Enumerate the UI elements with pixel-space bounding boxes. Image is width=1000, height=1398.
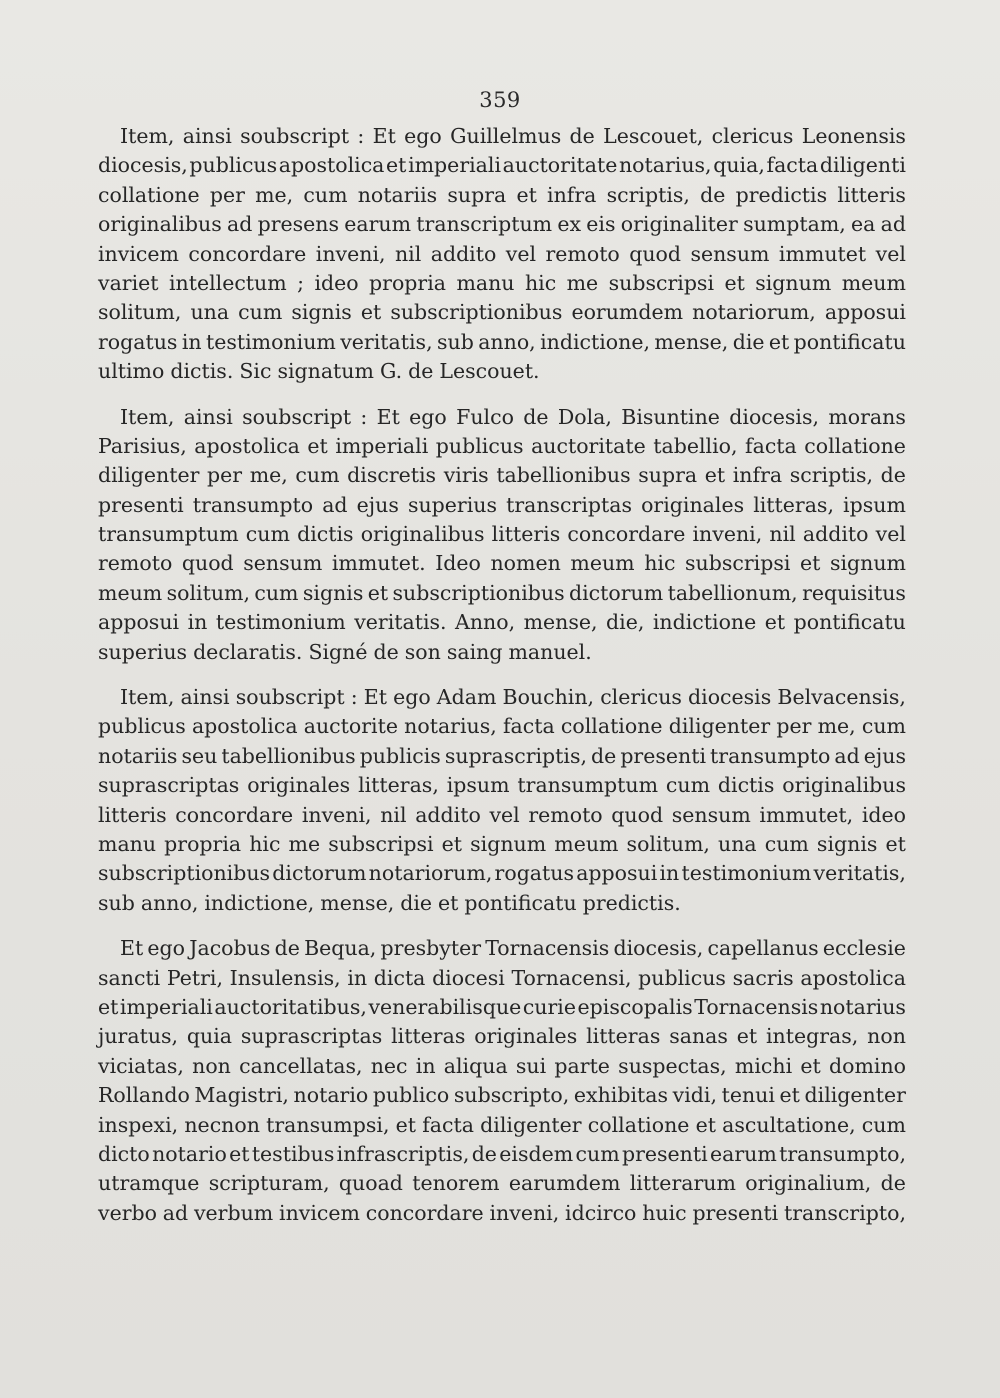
text-line: diocesis, publicus apostolica et imperiali auctoritate notarius, quia, facta diligenti [98, 153, 906, 178]
paragraph [98, 934, 906, 1228]
text-line: Item, ainsi soubscript : Et ego Adam Bouchin, clericus diocesis Belvacensis, [120, 685, 906, 710]
text-line: Item, ainsi soubscript : Et ego Fulco de Dola, Bisuntine diocesis, morans [120, 404, 906, 429]
text-line: variet intellectum ; ideo propria manu hic me subscripsi et signum meum [98, 270, 906, 295]
text-line: Et ego Jacobus de Bequa, presbyter Tornacensis diocesis, capellanus ecclesie [120, 936, 906, 961]
text-line: litteris concordare inveni, nil addito vel remoto quod sensum immutet, ideo [98, 802, 906, 827]
text-line: originalibus ad presens earum transcriptum ex eis originaliter sumptam, ea ad [98, 212, 906, 237]
text-line: utramque scripturam, quoad tenorem earumdem litterarum originalium, de [98, 1171, 906, 1196]
text-line: rogatus in testimonium veritatis, sub anno, indictione, mense, die et pontificatu [98, 329, 906, 354]
text-line: presenti transumpto ad ejus superius transcriptas originales litteras, ipsum [98, 492, 906, 517]
text-line: publicus apostolica auctorite notarius, facta collatione diligenter per me, cum [98, 714, 906, 739]
text-line: suprascriptas originales litteras, ipsum transumptum cum dictis originalibus [98, 773, 906, 798]
text-line: apposui in testimonium veritatis. Anno, mense, die, indictione et pontificatu [98, 610, 906, 635]
text-line: Item, ainsi soubscript : Et ego Guillelmus de Lescouet, clericus Leonensis [120, 124, 906, 148]
text-line: dicto notario et testibus infrascriptis, de eisdem cum presenti earum transumpto, [98, 1141, 906, 1166]
text-line: invicem concordare inveni, nil addito vel remoto quod sensum immutet vel [98, 241, 906, 266]
text-line: meum solitum, cum signis et subscriptionibus dictorum tabellionum, requisitus [98, 580, 906, 605]
text-line: Parisius, apostolica et imperiali publicus auctoritate tabellio, facta collatione [98, 433, 906, 458]
text-line: viciatas, non cancellatas, nec in aliqua sui parte suspectas, michi et domino [98, 1053, 906, 1078]
text-line: verbo ad verbum invicem concordare inveni, idcirco huic presenti transcripto, [98, 1200, 906, 1225]
text-line: sancti Petri, Insulensis, in dicta diocesi Tornacensi, publicus sacris apostolica [98, 965, 906, 990]
text-line: juratus, quia suprascriptas litteras originales litteras sanas et integras, non [98, 1024, 906, 1049]
body-text [98, 122, 906, 1244]
text-line: solitum, una cum signis et subscriptionibus eorumdem notariorum, apposui [98, 300, 906, 325]
text-line: remoto quod sensum immutet. Ideo nomen meum hic subscripsi et signum [98, 551, 906, 576]
paragraph [98, 122, 906, 387]
text-line: subscriptionibus dictorum notariorum, rogatus apposui in testimonium veritatis, [98, 861, 906, 886]
text-line: ultimo dictis. Sic signatum G. de Lescouet. [98, 359, 540, 384]
paragraph [98, 403, 906, 668]
text-line: et imperiali auctoritatibus, venerabilisque curie episcopalis Tornacensis notarius [98, 994, 906, 1019]
paragraph [98, 683, 906, 918]
text-line: transumptum cum dictis originalibus litteris concordare inveni, nil addito vel [98, 522, 906, 547]
text-line: notariis seu tabellionibus publicis suprascriptis, de presenti transumpto ad ejus [98, 743, 906, 768]
text-line: superius declaratis. Signé de son saing manuel. [98, 639, 592, 664]
text-line: inspexi, necnon transumpsi, et facta diligenter collatione et ascultatione, cum [98, 1112, 906, 1137]
text-line: sub anno, indictione, mense, die et pontificatu predictis. [98, 890, 681, 915]
page-number: 359 [479, 88, 521, 112]
text-line: collatione per me, cum notariis supra et infra scriptis, de predictis litteris [98, 182, 906, 207]
text-line: manu propria hic me subscripsi et signum meum solitum, una cum signis et [98, 831, 906, 856]
text-line: diligenter per me, cum discretis viris tabellionibus supra et infra scriptis, de [98, 463, 906, 488]
text-line: Rollando Magistri, notario publico subscripto, exhibitas vidi, tenui et diligenter [98, 1083, 906, 1108]
